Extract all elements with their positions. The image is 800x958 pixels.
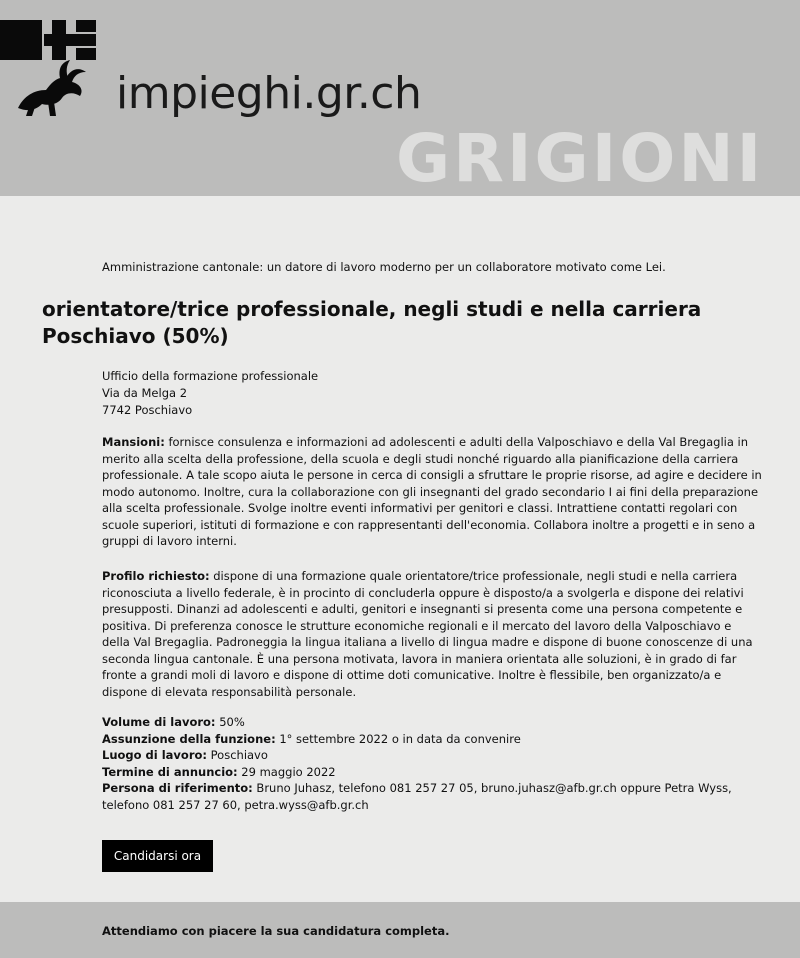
city: 7742 Poschiavo xyxy=(102,403,193,417)
office-name: Ufficio della formazione professionale xyxy=(102,369,319,383)
employer-address xyxy=(102,368,318,419)
job-details xyxy=(102,714,772,813)
apply-button[interactable]: Candidarsi ora xyxy=(102,840,213,872)
job-title xyxy=(42,296,782,350)
workload-value: 50% xyxy=(215,715,245,729)
duties-label: Mansioni: xyxy=(102,435,165,449)
location-label: Luogo di lavoro: xyxy=(102,748,207,762)
contact-label: Persona di riferimento: xyxy=(102,781,253,795)
site-name: impieghi.gr.ch xyxy=(116,68,422,119)
location-row xyxy=(102,747,772,764)
job-title-line2: Poschiavo (50%) xyxy=(42,324,229,348)
footer-text: Attendiamo con piacere la sua candidatura completa. xyxy=(102,924,450,938)
page-footer xyxy=(0,902,800,958)
graubuenden-coat-of-arms-icon xyxy=(0,20,100,120)
profile-label: Profilo richiesto: xyxy=(102,569,210,583)
start-label: Assunzione della funzione: xyxy=(102,731,276,746)
contact-row xyxy=(102,780,772,813)
job-title-line1: orientatore/trice professionale, negli studi e nella carriera xyxy=(42,297,702,321)
profile-section xyxy=(102,568,762,700)
contact-value: Bruno Juhasz, telefono 081 257 27 05, bruno.juhasz@afb.gr.ch oppure Petra Wyss, telefono 081 257 27 60, petra.wyss@afb.gr.ch xyxy=(102,781,732,812)
deadline-value: 29 maggio 2022 xyxy=(237,764,336,779)
start-value: 1° settembre 2022 o in data da convenire xyxy=(275,731,521,746)
workload-label: Volume di lavoro: xyxy=(102,715,216,729)
duties-text: fornisce consulenza e informazioni ad adolescenti e adulti della Valposchiavo e della Val Bregaglia in merito alla scelta della professione, della scuola e degli studi nonché riguardo alla pianificazione della carriera professionale. A tale scopo aiuta le persone in cerca di consigli a sfruttare le proprie risorse, ad agire e decidere in modo autonomo. Inoltre, cura la collaborazione con gli insegnanti del grado secondario I ai fini della preparazione alla scelta professionale. Svolge inoltre eventi informativi per genitori e classi. Intrattiene contatti regolari con scuole superiori, istituti di formazione e con rappresentanti dell'economia. Collabora inoltre a progetti e in seno a gruppi di lavoro interni. xyxy=(102,435,762,548)
workload-row xyxy=(102,714,772,731)
profile-text: dispone di una formazione quale orientatore/trice professionale, negli studi e nella carriera riconosciuta a livello federale, è in procinto di concluderla oppure è disposto/a a svolgerla e dispone dei relativi presupposti. Dinanzi ad adolescenti e adulti, genitori e insegnanti si presenta come una persona competente e positiva. Di preferenza conosce le strutture economiche regionali e il mercato del lavoro della Valposchiavo e della Val Bregaglia. Padroneggia la lingua italiana a livello di lingua madre e dispone di buone conoscenze di una seconda lingua cantonale. È una persona motivata, lavora in maniera orientata alle soluzioni, è in grado di far fronte a grandi moli di lavoro e dispone di ottime doti comunicative. Inoltre è flessibile, ben organizzato/a e dispone di elevata responsabilità personale. xyxy=(102,569,753,699)
intro-text: Amministrazione cantonale: un datore di lavoro moderno per un collaboratore motivato come Lei. xyxy=(102,260,666,274)
deadline-label: Termine di annuncio: xyxy=(102,764,238,779)
page-header xyxy=(0,0,800,196)
location-value: Poschiavo xyxy=(207,748,268,762)
region-name: GRIGIONI xyxy=(396,120,765,196)
duties-section xyxy=(102,434,762,550)
deadline-row xyxy=(102,764,772,781)
start-row xyxy=(102,731,772,748)
street: Via da Melga 2 xyxy=(102,386,188,400)
